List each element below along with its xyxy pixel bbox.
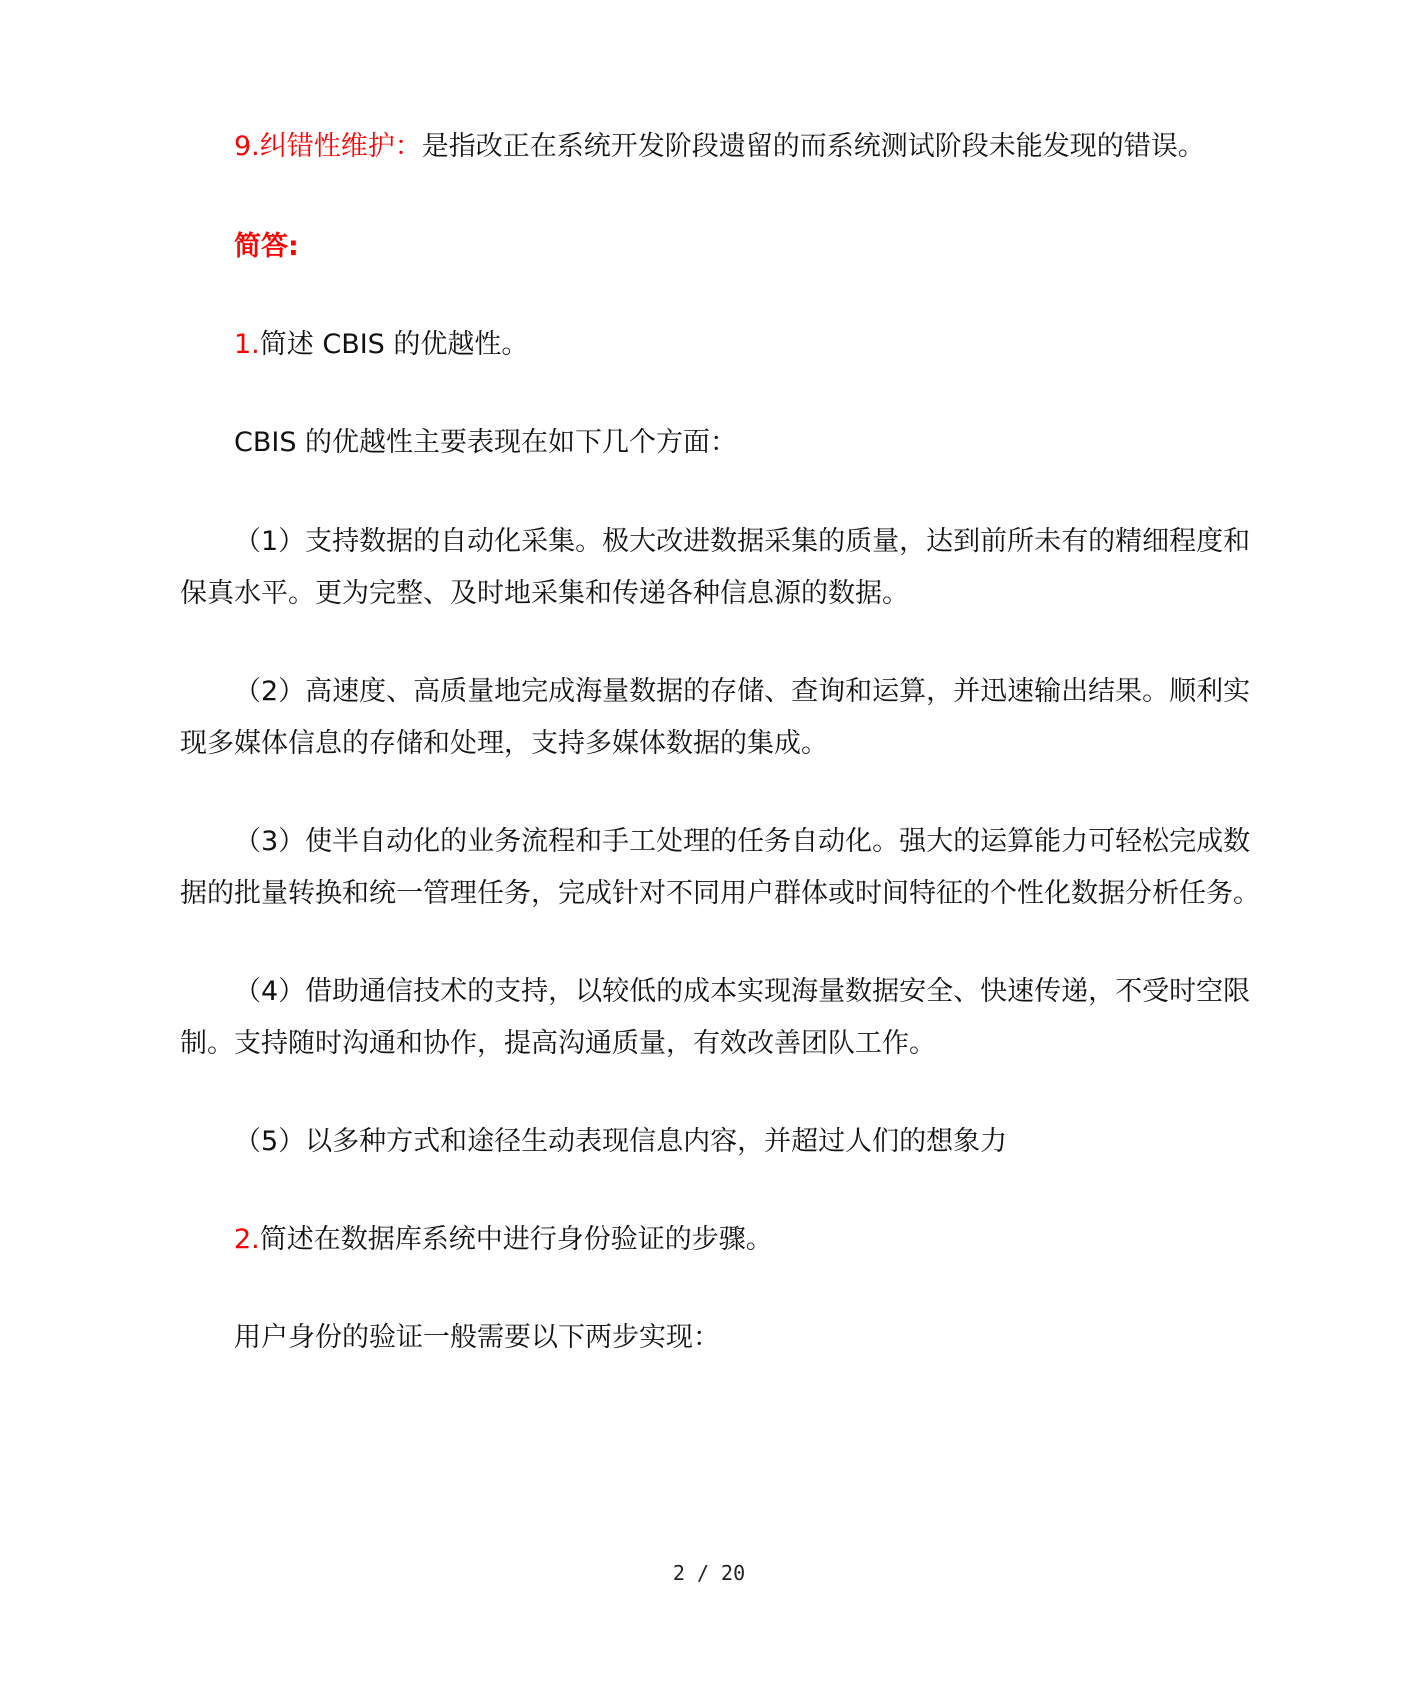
question-2-number: 2. [234,1224,260,1255]
question-1-text: 简述 CBIS 的优越性。 [259,329,529,360]
page-number: 2 / 20 [672,1561,746,1585]
answer-1-point-1-line-2: 保真水平。更为完整、及时地采集和传递各种信息源的数据。 [180,578,909,609]
term-9-paragraph [234,119,1294,175]
section-heading: 简答: [234,231,299,262]
term-9-definition: 是指改正在系统开发阶段遗留的而系统测试阶段未能发现的错误。 [421,131,1205,162]
answer-2-intro: 用户身份的验证一般需要以下两步实现： [234,1322,720,1353]
answer-1-point-5: （5）以多种方式和途径生动表现信息内容，并超过人们的想象力 [234,1126,1008,1157]
answer-1-point-2-line-2: 现多媒体信息的存储和处理，支持多媒体数据的集成。 [180,728,828,759]
answer-1-point-1-line-1: （1）支持数据的自动化采集。极大改进数据采集的质量，达到前所未有的精细程度和 [234,526,1251,557]
question-1-number: 1. [234,329,260,360]
answer-1-point-4-line-2: 制。支持随时沟通和协作，提高沟通质量，有效改善团队工作。 [180,1028,936,1059]
question-1 [234,317,1294,373]
answer-1-point-4-line-1: （4）借助通信技术的支持，以较低的成本实现海量数据安全、快速传递，不受时空限 [234,976,1251,1007]
answer-1-point-3-line-2: 据的批量转换和统一管理任务，完成针对不同用户群体或时间特征的个性化数据分析任务。 [180,878,1260,909]
term-9-label: 9.纠错性维护： [234,131,422,162]
answer-1-point-2-line-1: （2）高速度、高质量地完成海量数据的存储、查询和运算，并迅速输出结果。顺利实 [234,676,1251,707]
question-2 [234,1212,1294,1268]
answer-1-point-3-line-1: （3）使半自动化的业务流程和手工处理的任务自动化。强大的运算能力可轻松完成数 [234,826,1251,857]
answer-1-intro: CBIS 的优越性主要表现在如下几个方面： [234,427,738,458]
question-2-text: 简述在数据库系统中进行身份验证的步骤。 [259,1224,773,1255]
